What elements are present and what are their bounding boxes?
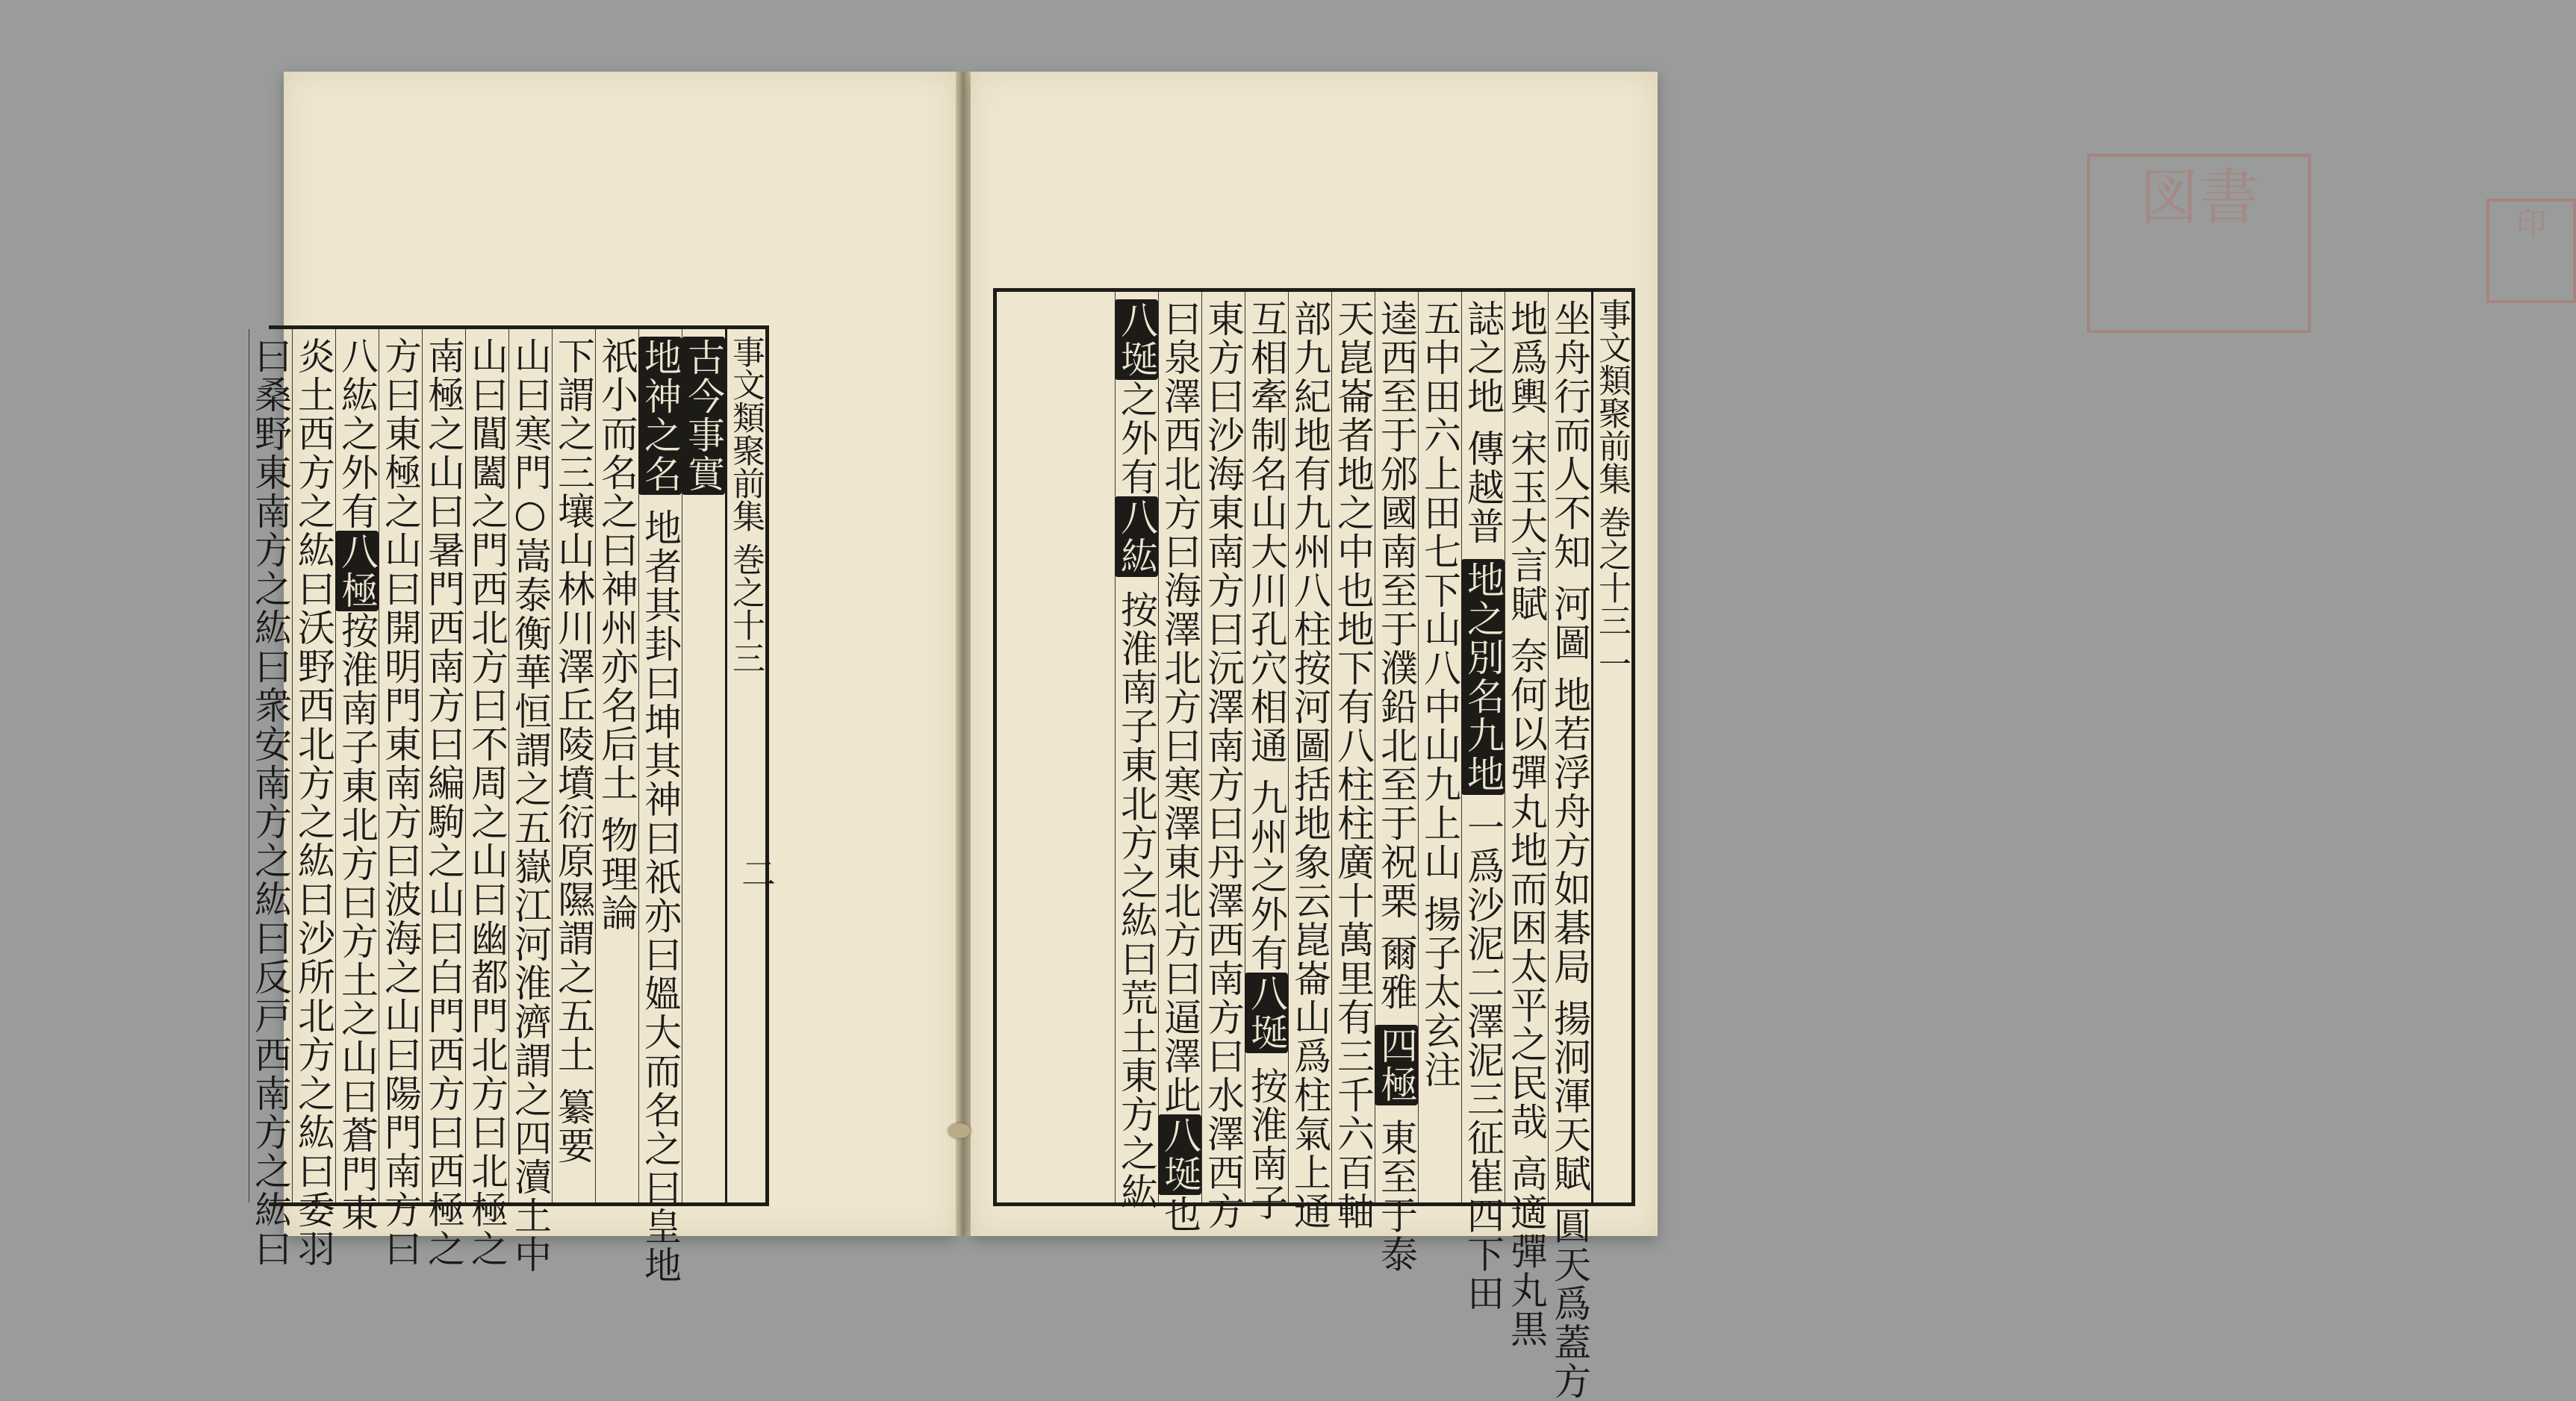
text-column: 祇小而名之曰神州亦名后土 物理論: [595, 329, 638, 1202]
page-number: 一: [1593, 647, 1631, 680]
left-margin-title: [725, 329, 765, 1202]
library-stamp: 図書: [2087, 154, 2311, 333]
heading-label: 八埏: [1158, 1116, 1201, 1193]
chapter-label: 巻之十三: [1593, 505, 1631, 637]
heading-label: 八極: [335, 532, 379, 610]
text-column: 東方曰沙海東南方曰沅澤南方曰丹澤西南方曰水澤西方: [1201, 292, 1245, 1202]
text-column: 逵西至于邠國南至于濮鉛北至于祝栗 爾雅 四極 東至于泰: [1375, 292, 1418, 1202]
text-column: 八埏之外有八紘 按淮南子東北方之紘曰荒土東方之紘: [1115, 292, 1158, 1202]
margin-title: 事文類聚前集: [727, 335, 765, 532]
heading-label: 地之別名九地: [1461, 560, 1505, 793]
text-column: 炎土西方之紘曰沃野西北方之紘曰沙所北方之紘曰委羽: [292, 329, 335, 1202]
right-margin-title: [1591, 292, 1631, 1202]
text-column: 地神之名 地者其卦曰坤其神曰祇亦曰媼大而名之曰皇地: [638, 329, 682, 1202]
heading-label: 古今事實: [682, 338, 725, 493]
margin-title: 事文類聚前集: [1593, 298, 1631, 495]
left-columns: [249, 329, 765, 1285]
text-column: 下謂之三壤山林川澤丘陵墳衍原隰謂之五土 纂要: [552, 329, 595, 1202]
text-column: 坐舟行而人不知 河圖 地若浮舟方如碁局 揚泂渾天賦 圓天爲蓋方: [1548, 292, 1591, 1202]
heading-label: 八埏: [1115, 301, 1158, 378]
text-column: 山曰閶闔之門西北方曰不周之山曰幽都門北方曰北極之: [465, 329, 508, 1202]
text-column: 曰泉澤西北方曰海澤北方曰寒澤東北方曰逼澤此八埏也: [1158, 292, 1201, 1202]
heading-label: 八紘: [1115, 498, 1158, 575]
book-gutter: [956, 72, 971, 1236]
chapter-label: 巻之十三: [727, 543, 765, 674]
text-column: 部九紀地有九州八柱按河圖括地象云崑崙山爲柱氣上通: [1288, 292, 1331, 1202]
open-book: [249, 72, 2546, 1401]
text-column: 五中田六上田七下山八中山九上山 揚子太玄注: [1418, 292, 1461, 1202]
text-column: 曰桑野東南方之紘曰衆安南方之紘曰反戸西南方之紘曰: [249, 329, 292, 1202]
text-column: 山曰寒門○嵩泰衡華恒謂之五嶽江河淮濟謂之四瀆土中: [508, 329, 552, 1202]
heading-label: 四極: [1375, 1026, 1418, 1104]
text-column: 方曰東極之山曰開明門東南方曰波海之山曰陽門南方曰: [379, 329, 422, 1202]
left-page-number: 二: [736, 855, 777, 890]
heading-label: 八埏: [1245, 973, 1288, 1052]
text-column: [682, 329, 725, 1202]
left-page: [249, 72, 956, 1285]
small-stamp: 印: [2486, 199, 2576, 303]
text-column: 地爲輿 宋玉大言賦 奈何以彈丸地而困太平之民哉 高適彈丸黒: [1505, 292, 1548, 1202]
text-column: 天崑崙者地之中也地下有八柱柱廣十萬里有三千六百軸: [1331, 292, 1375, 1202]
right-columns: [997, 292, 1631, 1401]
left-text-frame: [249, 325, 769, 1285]
right-page: [971, 72, 2546, 1401]
right-text-frame: [993, 288, 1635, 1401]
text-column: 誌之地 傳越普 地之別名九地 一爲沙泥二澤泥三征崔四下田: [1461, 292, 1505, 1202]
heading-label: 地神之名: [638, 338, 682, 493]
text-column: 南極之山曰暑門西南方曰編駒之山曰白門西方曰西極之: [422, 329, 465, 1202]
text-column: 互相牽制名山大川孔穴相通 九州之外有八埏 按淮南子: [1245, 292, 1288, 1202]
text-column: 八紘之外有八極按淮南子東北方曰方土之山曰蒼門東: [335, 329, 379, 1202]
binding-pin: [948, 1123, 971, 1138]
